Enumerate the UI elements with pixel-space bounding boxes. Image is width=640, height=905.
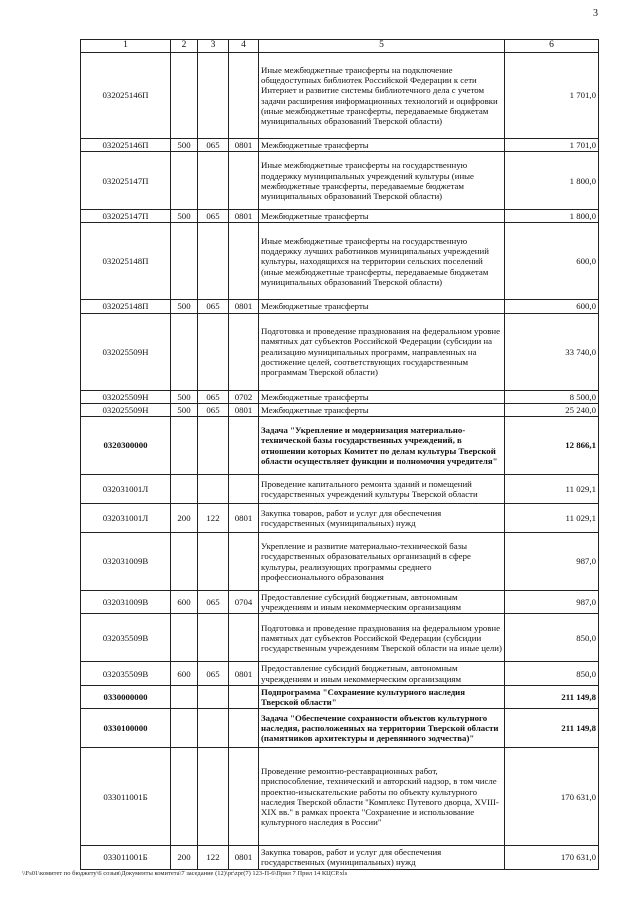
- row-amount-cell: 33 740,0: [505, 313, 599, 390]
- row-col2-cell: [171, 748, 198, 846]
- column-header: 3: [198, 40, 229, 53]
- row-col3-cell: 065: [198, 210, 229, 223]
- row-col2-cell: [171, 709, 198, 748]
- row-col2-cell: 600: [171, 662, 198, 685]
- row-amount-cell: 12 866,1: [505, 417, 599, 475]
- row-description-cell: Подпрограмма "Сохранение культурного наследия Тверской области": [259, 685, 505, 708]
- row-description-cell: Проведение капитального ремонта зданий и помещений государственных учреждений культуры Тверской области: [259, 475, 505, 504]
- row-col4-cell: [229, 685, 259, 708]
- row-col2-cell: 600: [171, 591, 198, 614]
- row-description-cell: Задача "Обеспечение сохранности объектов культурного наследия, расположенных на территории Тверской области (памятников архитектуры и деревянного зодчества)": [259, 709, 505, 748]
- table-row: [81, 223, 599, 300]
- table-row: [81, 313, 599, 390]
- table-row: [81, 662, 599, 685]
- row-code-cell: 032025148П: [81, 223, 171, 300]
- row-col2-cell: 200: [171, 504, 198, 533]
- row-amount-cell: 1 701,0: [505, 139, 599, 152]
- row-amount-cell: 600,0: [505, 300, 599, 313]
- table-row: [81, 475, 599, 504]
- row-amount-cell: 8 500,0: [505, 390, 599, 403]
- row-amount-cell: 850,0: [505, 614, 599, 662]
- row-col4-cell: 0702: [229, 390, 259, 403]
- row-col3-cell: 065: [198, 300, 229, 313]
- row-amount-cell: 211 149,8: [505, 685, 599, 708]
- row-col3-cell: 065: [198, 662, 229, 685]
- row-code-cell: 032025509Н: [81, 313, 171, 390]
- table-row: [81, 685, 599, 708]
- row-col2-cell: 500: [171, 210, 198, 223]
- row-description-cell: Укрепление и развитие материально-технической базы государственных образовательных организаций в сфере культуры, реализующих программы среднего профессионального образования: [259, 533, 505, 591]
- row-code-cell: 032025146П: [81, 53, 171, 139]
- row-col2-cell: [171, 53, 198, 139]
- row-code-cell: 032031001Л: [81, 504, 171, 533]
- row-col2-cell: [171, 614, 198, 662]
- row-amount-cell: 850,0: [505, 662, 599, 685]
- row-code-cell: 0320300000: [81, 417, 171, 475]
- row-col4-cell: 0704: [229, 591, 259, 614]
- row-code-cell: 033011001Б: [81, 846, 171, 869]
- row-col4-cell: [229, 614, 259, 662]
- table-row: [81, 152, 599, 210]
- row-col2-cell: 500: [171, 300, 198, 313]
- row-col3-cell: [198, 533, 229, 591]
- row-amount-cell: 11 029,1: [505, 504, 599, 533]
- column-header: 5: [259, 40, 505, 53]
- row-col2-cell: [171, 475, 198, 504]
- row-amount-cell: 1 701,0: [505, 53, 599, 139]
- row-col2-cell: 500: [171, 390, 198, 403]
- row-code-cell: 032025509Н: [81, 403, 171, 416]
- row-col2-cell: [171, 685, 198, 708]
- row-col2-cell: [171, 152, 198, 210]
- row-col4-cell: [229, 748, 259, 846]
- row-description-cell: Предоставление субсидий бюджетным, автономным учреждениям и иным некоммерческим организациям: [259, 662, 505, 685]
- row-code-cell: 032025148П: [81, 300, 171, 313]
- row-col3-cell: 065: [198, 139, 229, 152]
- table-row: [81, 390, 599, 403]
- row-col3-cell: [198, 685, 229, 708]
- row-description-cell: Межбюджетные трансферты: [259, 210, 505, 223]
- row-description-cell: Закупка товаров, работ и услуг для обеспечения государственных (муниципальных) нужд: [259, 846, 505, 869]
- column-header: 2: [171, 40, 198, 53]
- row-code-cell: 032035509В: [81, 662, 171, 685]
- row-col4-cell: [229, 475, 259, 504]
- row-col4-cell: 0801: [229, 846, 259, 869]
- table-row: [81, 300, 599, 313]
- budget-table: [80, 39, 599, 870]
- row-col2-cell: [171, 533, 198, 591]
- row-description-cell: Подготовка и проведение празднования на федеральном уровне памятных дат субъектов Российской Федерации (субсидии государственным учреждениям Тверской области на иные цели): [259, 614, 505, 662]
- table-row: [81, 139, 599, 152]
- row-col4-cell: 0801: [229, 300, 259, 313]
- row-col3-cell: 122: [198, 846, 229, 869]
- row-description-cell: Межбюджетные трансферты: [259, 300, 505, 313]
- header-row: [81, 40, 599, 53]
- table-row: [81, 614, 599, 662]
- row-description-cell: Предоставление субсидий бюджетным, автономным учреждениям и иным некоммерческим организациям: [259, 591, 505, 614]
- row-col2-cell: 500: [171, 403, 198, 416]
- row-amount-cell: 25 240,0: [505, 403, 599, 416]
- row-amount-cell: 987,0: [505, 533, 599, 591]
- row-description-cell: Межбюджетные трансферты: [259, 403, 505, 416]
- row-amount-cell: 170 631,0: [505, 748, 599, 846]
- row-col3-cell: 065: [198, 591, 229, 614]
- row-col3-cell: [198, 709, 229, 748]
- row-description-cell: Иные межбюджетные трансферты на подключение общедоступных библиотек Российской Федерации к сети Интернет и развитие системы библиотечного дела с учетом задачи расширения информационных технологий и оцифровки (иные межбюджетные трансферты, передаваемые бюджетам муниципальных образований Тверской области): [259, 53, 505, 139]
- row-code-cell: 0330000000: [81, 685, 171, 708]
- row-amount-cell: 600,0: [505, 223, 599, 300]
- row-col2-cell: [171, 223, 198, 300]
- table-row: [81, 748, 599, 846]
- row-col4-cell: 0801: [229, 139, 259, 152]
- table-row: [81, 709, 599, 748]
- row-description-cell: Проведение ремонтно-реставрационных работ, приспособление, технический и авторский надзор, в том числе проектно-изыскательские работы по объекту культурного наследия Тверской области "Комплекс Путевого дворца, XVIII-XIX вв." в рамках проекта "Сохранение и использование культурного наследия в России": [259, 748, 505, 846]
- table-row: [81, 504, 599, 533]
- row-code-cell: 032025146П: [81, 139, 171, 152]
- row-col3-cell: [198, 223, 229, 300]
- row-col4-cell: [229, 417, 259, 475]
- table-row: [81, 417, 599, 475]
- row-code-cell: 032025147П: [81, 210, 171, 223]
- row-col4-cell: [229, 223, 259, 300]
- row-col4-cell: [229, 152, 259, 210]
- row-col2-cell: [171, 417, 198, 475]
- row-amount-cell: 1 800,0: [505, 152, 599, 210]
- row-col3-cell: [198, 475, 229, 504]
- row-col3-cell: 122: [198, 504, 229, 533]
- row-code-cell: 032035509В: [81, 614, 171, 662]
- row-col4-cell: 0801: [229, 504, 259, 533]
- row-col3-cell: [198, 614, 229, 662]
- row-description-cell: Межбюджетные трансферты: [259, 390, 505, 403]
- row-col3-cell: 065: [198, 390, 229, 403]
- row-col2-cell: 200: [171, 846, 198, 869]
- row-amount-cell: 987,0: [505, 591, 599, 614]
- file-path-footer: \\Fs01\комитет по бюджету\6 созыв\Документы комитета\7 заседание (12)\pr\zpr(7) 123-П-6\Прил 7 Прил 14 КЦСР.xls: [22, 870, 348, 877]
- row-col4-cell: [229, 313, 259, 390]
- table-row: [81, 53, 599, 139]
- page-number: 3: [593, 8, 598, 19]
- row-code-cell: 033011001Б: [81, 748, 171, 846]
- row-col3-cell: [198, 53, 229, 139]
- row-description-cell: Закупка товаров, работ и услуг для обеспечения государственных (муниципальных) нужд: [259, 504, 505, 533]
- table-row: [81, 210, 599, 223]
- column-header: 4: [229, 40, 259, 53]
- row-col3-cell: [198, 748, 229, 846]
- row-col4-cell: 0801: [229, 210, 259, 223]
- table-row: [81, 533, 599, 591]
- row-col4-cell: [229, 709, 259, 748]
- row-col3-cell: [198, 313, 229, 390]
- row-code-cell: 032025509Н: [81, 390, 171, 403]
- row-description-cell: Межбюджетные трансферты: [259, 139, 505, 152]
- row-col2-cell: 500: [171, 139, 198, 152]
- row-col3-cell: [198, 152, 229, 210]
- row-code-cell: 032031001Л: [81, 475, 171, 504]
- row-code-cell: 032031009В: [81, 533, 171, 591]
- row-col3-cell: [198, 417, 229, 475]
- row-description-cell: Задача "Укрепление и модернизация материально-технической базы государственных учреждений, в отношении которых Комитет по делам культуры Тверской области осуществляет функции и полномочия учредителя": [259, 417, 505, 475]
- column-header: 1: [81, 40, 171, 53]
- row-amount-cell: 1 800,0: [505, 210, 599, 223]
- row-col4-cell: [229, 533, 259, 591]
- table-row: [81, 403, 599, 416]
- row-code-cell: 0330100000: [81, 709, 171, 748]
- table-row: [81, 591, 599, 614]
- row-col4-cell: [229, 53, 259, 139]
- column-header: 6: [505, 40, 599, 53]
- row-code-cell: 032025147П: [81, 152, 171, 210]
- row-code-cell: 032031009В: [81, 591, 171, 614]
- row-amount-cell: 170 631,0: [505, 846, 599, 869]
- row-description-cell: Подготовка и проведение празднования на федеральном уровне памятных дат субъектов Российской Федерации (субсидии на реализацию муниципальных программ, направленных на достижение целей, соответствующих государственным программам Тверской области): [259, 313, 505, 390]
- row-amount-cell: 211 149,8: [505, 709, 599, 748]
- row-col4-cell: 0801: [229, 403, 259, 416]
- row-col3-cell: 065: [198, 403, 229, 416]
- row-description-cell: Иные межбюджетные трансферты на государственную поддержку муниципальных учреждений культуры (иные межбюджетные трансферты, передаваемые бюджетам муниципальных образований Тверской области): [259, 152, 505, 210]
- row-col2-cell: [171, 313, 198, 390]
- row-amount-cell: 11 029,1: [505, 475, 599, 504]
- table-row: [81, 846, 599, 869]
- row-description-cell: Иные межбюджетные трансферты на государственную поддержку лучших работников муниципальных учреждений культуры, находящихся на территории сельских поселений (иные межбюджетные трансферты, передаваемые бюджетам муниципальных образований Тверской области): [259, 223, 505, 300]
- row-col4-cell: 0801: [229, 662, 259, 685]
